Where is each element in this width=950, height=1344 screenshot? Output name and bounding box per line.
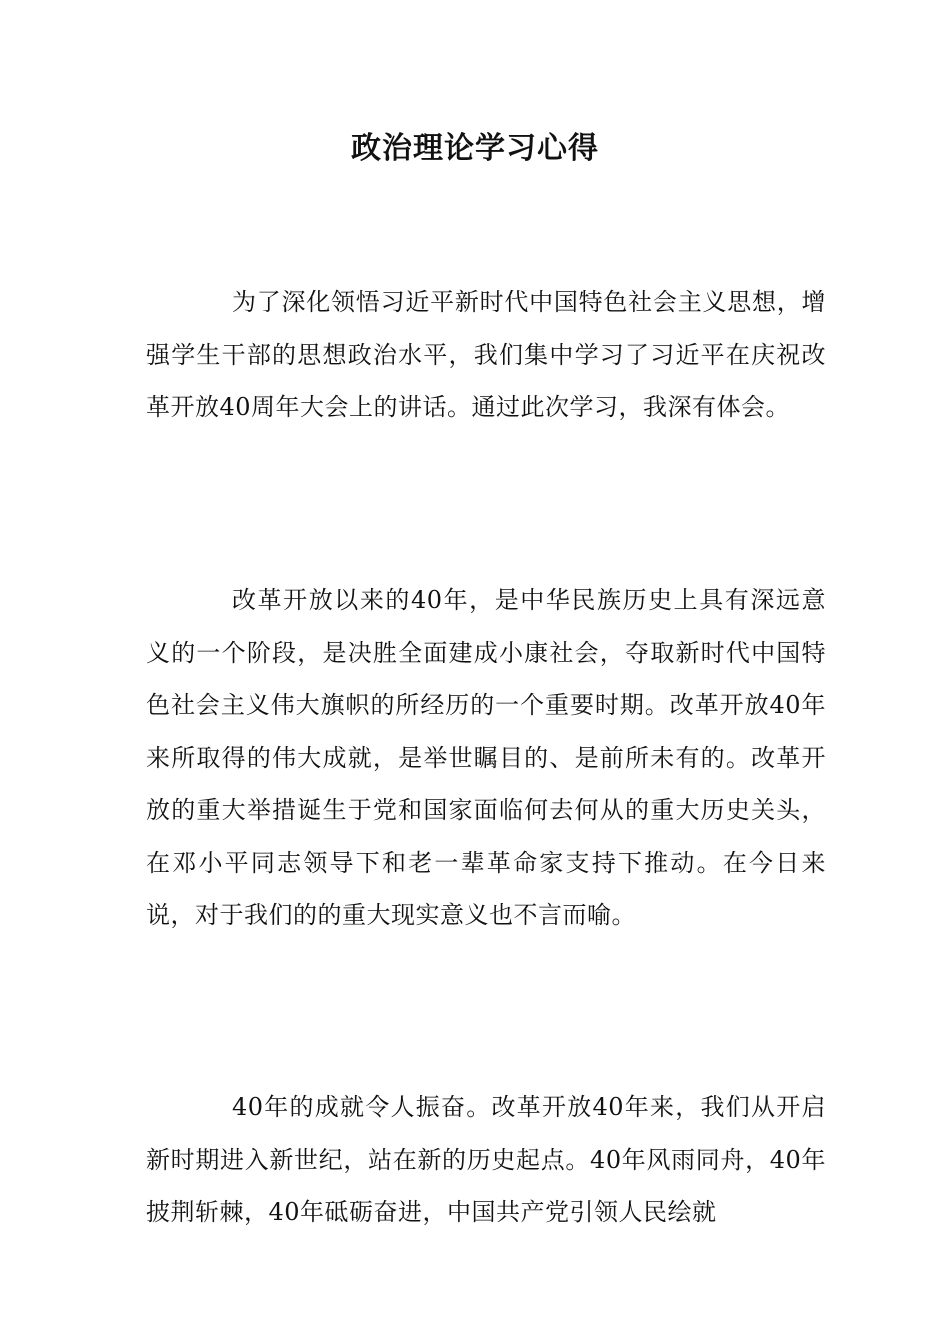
paragraph-1: 为了深化领悟习近平新时代中国特色社会主义思想，增强学生干部的思想政治水平，我们集中学习了习近平在庆祝改革开放40周年大会上的讲话。通过此次学习，我深有体会。: [146, 288, 826, 421]
paragraph-2: 改革开放以来的40年，是中华民族历史上具有深远意义的一个阶段，是决胜全面建成小康社会，夺取新时代中国特色社会主义伟大旗帜的所经历的一个重要时期。改革开放40年来所取得的伟大成就，是举世瞩目的、是前所未有的。改革开放的重大举措诞生于党和国家面临何去何从的重大历史关头，在邓小平同志领导下和老一辈革命家支持下推动。在今日来说，对于我们的的重大现实意义也不言而喻。: [146, 586, 826, 929]
paragraph-3: 40年的成就令人振奋。改革开放40年来，我们从开启新时期进入新世纪，站在新的历史起点。40年风雨同舟，40年披荆斩棘，40年砥砺奋进，中国共产党引领人民绘就: [146, 1093, 826, 1226]
document-title: 政治理论学习心得: [351, 131, 599, 166]
